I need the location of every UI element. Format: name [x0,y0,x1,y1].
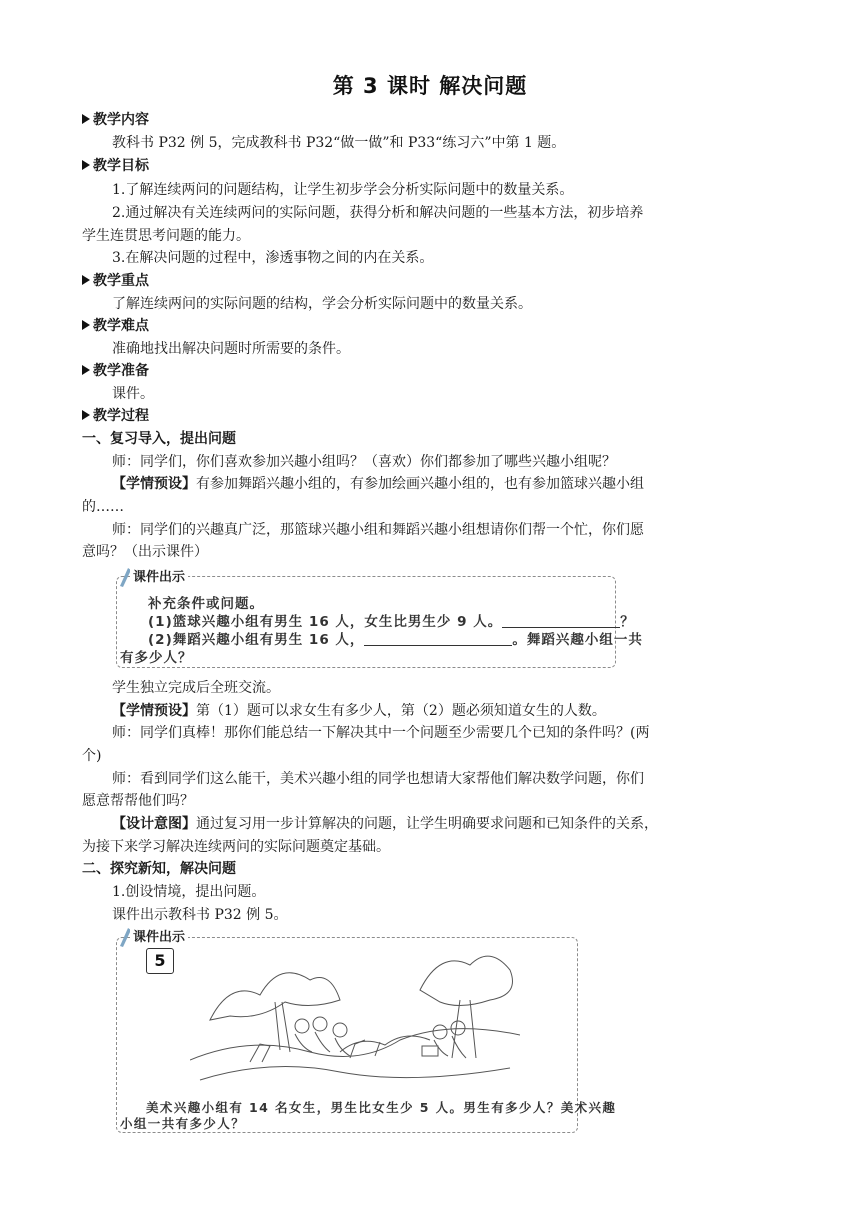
paragraph: 学生独立完成后全班交流。 [112,680,280,696]
triangle-bullet-icon [82,160,90,170]
section-heading-key: 教学重点 [82,271,149,291]
paragraph: 1.创设情境，提出问题。 [112,884,266,900]
section-heading-process: 教学过程 [82,406,149,426]
paragraph: 师：同学们，你们喜欢参加兴趣小组吗？（喜欢）你们都参加了哪些兴趣小组呢？ [112,454,616,470]
paragraph: 3.在解决问题的过程中，渗透事物之间的内在关系。 [112,250,434,266]
paragraph: 个) [82,748,102,764]
section-heading-goals: 教学目标 [82,156,149,176]
section-heading-prep: 教学准备 [82,361,149,381]
paragraph: 【学情预设】有参加舞蹈兴趣小组的，有参加绘画兴趣小组的，也有参加篮球兴趣小组 [112,476,644,492]
section-heading-content: 教学内容 [82,110,149,130]
paragraph: 愿意帮帮他们吗？ [82,793,194,809]
box-text: 小组一共有多少人？ [120,1116,246,1131]
paragraph: 1.了解连续两问的问题结构，让学生初步学会分析实际问题中的数量关系。 [112,182,574,198]
illustration-children-drawing [190,940,520,1090]
paragraph: 的…… [82,499,124,515]
answer-blank [502,613,620,628]
page-title: 第 3 课时 解决问题 [332,74,528,98]
paragraph: 意吗？（出示课件） [82,544,208,560]
paragraph: 学生连贯思考问题的能力。 [82,228,250,244]
paragraph: 师：看到同学们这么能干，美术兴趣小组的同学也想请大家帮他们解决数学问题，你们 [112,771,644,787]
box-text: (1)篮球兴趣小组有男生 16 人，女生比男生少 9 人。 ？ [148,614,635,630]
courseware-tag: 课件出示 [130,566,188,585]
triangle-bullet-icon [82,365,90,375]
triangle-bullet-icon [82,320,90,330]
tag-label: 【学情预设】 [112,703,196,719]
paragraph: 准确地找出解决问题时所需要的条件。 [112,341,350,357]
example-number-badge: 5 [146,948,174,974]
courseware-tag: 课件出示 [130,926,188,945]
triangle-bullet-icon [82,410,90,420]
paragraph: 课件。 [112,386,154,402]
triangle-bullet-icon [82,114,90,124]
box-text: (2)舞蹈兴趣小组有男生 16 人， 。舞蹈兴趣小组一共 [148,632,643,648]
paragraph: 【学情预设】第（1）题可以求女生有多少人，第（2）题必须知道女生的人数。 [112,703,606,719]
paragraph: 教科书 P32 例 5，完成教科书 P32“做一做”和 P33“练习六”中第 1 题。 [112,135,566,151]
part-heading: 二、探究新知，解决问题 [82,861,236,877]
section-heading-difficulty: 教学难点 [82,316,149,336]
tag-label: 【学情预设】 [112,476,196,492]
paragraph: 师：同学们真棒！那你们能总结一下解决其中一个问题至少需要几个已知的条件吗？(两 [112,725,650,741]
box-text: 补充条件或问题。 [148,596,264,612]
answer-blank [364,631,512,646]
paragraph: 师：同学们的兴趣真广泛，那篮球兴趣小组和舞蹈兴趣小组想请你们帮一个忙，你们愿 [112,522,644,538]
paragraph: 【设计意图】通过复习用一步计算解决的问题，让学生明确要求问题和已知条件的关系， [112,816,658,832]
part-heading: 一、复习导入，提出问题 [82,431,236,447]
box-text: 有多少人？ [120,650,193,666]
paragraph: 课件出示教科书 P32 例 5。 [112,907,288,923]
paragraph: 了解连续两问的实际问题的结构，学会分析实际问题中的数量关系。 [112,296,532,312]
triangle-bullet-icon [82,275,90,285]
tag-label: 【设计意图】 [112,816,196,832]
paragraph: 2.通过解决有关连续两问的实际问题，获得分析和解决问题的一些基本方法，初步培养 [112,205,644,221]
box-text: 美术兴趣小组有 14 名女生，男生比女生少 5 人。男生有多少人？美术兴趣 [146,1100,617,1115]
paragraph: 为接下来学习解决连续两问的实际问题奠定基础。 [82,839,390,855]
